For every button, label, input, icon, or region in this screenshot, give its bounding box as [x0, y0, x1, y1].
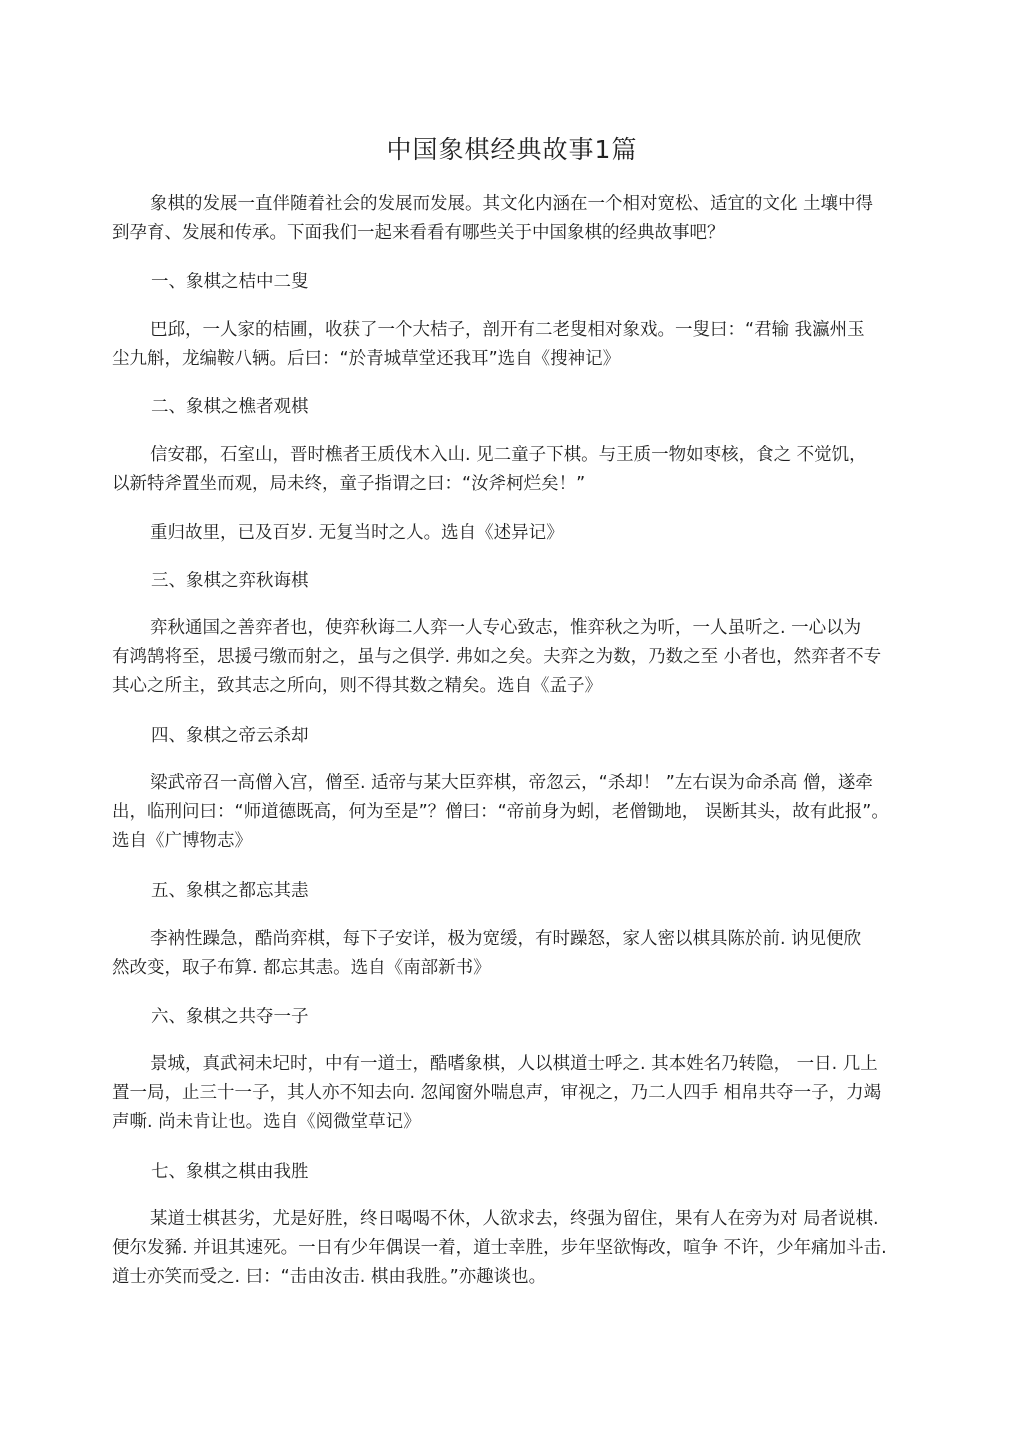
text-line: 梁武帝召一高僧入宫，僧至. 适帝与某大臣弈棋，帝忽云，“杀却！ ”左右误为命杀高 僧，遂牵	[150, 773, 873, 793]
section-5-paragraph	[112, 925, 918, 983]
section-6-paragraph	[112, 1050, 918, 1137]
text-line: 声嘶. 尚未肯让也。选自《阅微堂草记》	[112, 1112, 421, 1132]
text-line: 李衲性躁急，酷尚弈棋，每下子安详，极为宽缓，有时躁怒，家人密以棋具陈於前. 讷见便欣	[150, 929, 862, 949]
text-line: 到孕育、发展和传承。下面我们一起来看看有哪些关于中国象棋的经典故事吧？	[112, 223, 725, 243]
section-heading-4: 四、象棋之帝云杀却	[151, 726, 309, 746]
text-line: 弈秋通国之善弈者也，使弈秋诲二人弈一人专心致志，惟弈秋之为听，一人虽听之. 一心以为	[150, 618, 862, 638]
intro-paragraph	[112, 190, 918, 248]
text-line: 某道士棋甚劣，尤是好胜，终日喝喝不休，人欲求去，终强为留住，果有人在旁为对 局者说棋.	[150, 1209, 879, 1229]
text-line: 置一局，止三十一子，其人亦不知去向. 忽闻窗外喘息声，审视之，乃二人四手 相帛共夺一子，力竭	[112, 1083, 882, 1103]
text-line: 道士亦笑而受之. 曰：“击由汝击. 棋由我胜。”亦趣谈也。	[112, 1267, 547, 1287]
document-title: 中国象棋经典故事1篇	[386, 135, 638, 164]
text-line: 有鸿鹄将至，思援弓缴而射之，虽与之俱学. 弗如之矣。夫弈之为数，乃数之至 小者也，然弈者不专	[112, 647, 882, 667]
text-line: 象棋的发展一直伴随着社会的发展而发展。其文化内涵在一个相对宽松、适宜的文化 土壤中得	[150, 194, 874, 214]
text-line: 便尔发豨. 并诅其速死。一日有少年偶误一着，道士幸胜，步年坚欲悔改，喧争 不许，少年痛加斗击.	[112, 1238, 887, 1258]
section-heading-1: 一、象棋之桔中二叟	[151, 272, 309, 292]
section-7-paragraph	[112, 1205, 918, 1292]
section-4-paragraph	[112, 769, 918, 856]
text-line: 出，临刑问曰：“师道德既高，何为至是”？僧曰：“帝前身为蚓，老僧锄地， 误断其头，故有此报”。	[112, 802, 889, 822]
text-line: 信安郡，石室山，晋时樵者王质伐木入山. 见二童子下棋。与王质一物如枣核，食之 不觉饥，	[150, 445, 867, 465]
text-line: 选自《广博物志》	[112, 831, 252, 851]
section-2-paragraph-1	[112, 441, 918, 499]
section-heading-3: 三、象棋之弈秋诲棋	[151, 571, 309, 591]
text-line: 以新特斧置坐而观，局未终，童子指谓之曰：“汝斧柯烂矣！”	[112, 474, 586, 494]
section-heading-5: 五、象棋之都忘其恚	[151, 881, 309, 901]
text-line: 巴邱，一人家的桔圃，收获了一个大桔子，剖开有二老叟相对象戏。一叟曰：“君输 我瀛州玉	[150, 320, 865, 340]
text-line: 重归故里，已及百岁. 无复当时之人。选自《述异记》	[150, 523, 564, 543]
section-heading-7: 七、象棋之棋由我胜	[151, 1162, 309, 1182]
text-line: 然改变，取子布算. 都忘其恚。选自《南部新书》	[112, 958, 491, 978]
text-line: 尘九斛，龙编鞍八辆。后曰：“於青城草堂还我耳”选自《搜神记》	[112, 349, 621, 369]
text-line: 景城，真武祠未圮时，中有一道士，酷嗜象棋，人以棋道士呼之. 其本姓名乃转隐， 一日. 几上	[150, 1054, 878, 1074]
text-line: 其心之所主，致其志之所向，则不得其数之精矣。选自《孟子》	[112, 676, 602, 696]
section-heading-6: 六、象棋之共夺一子	[151, 1007, 309, 1027]
section-3-paragraph	[112, 614, 918, 701]
section-heading-2: 二、象棋之樵者观棋	[151, 397, 309, 417]
section-2-paragraph-2	[112, 519, 918, 548]
section-1-paragraph	[112, 316, 918, 374]
